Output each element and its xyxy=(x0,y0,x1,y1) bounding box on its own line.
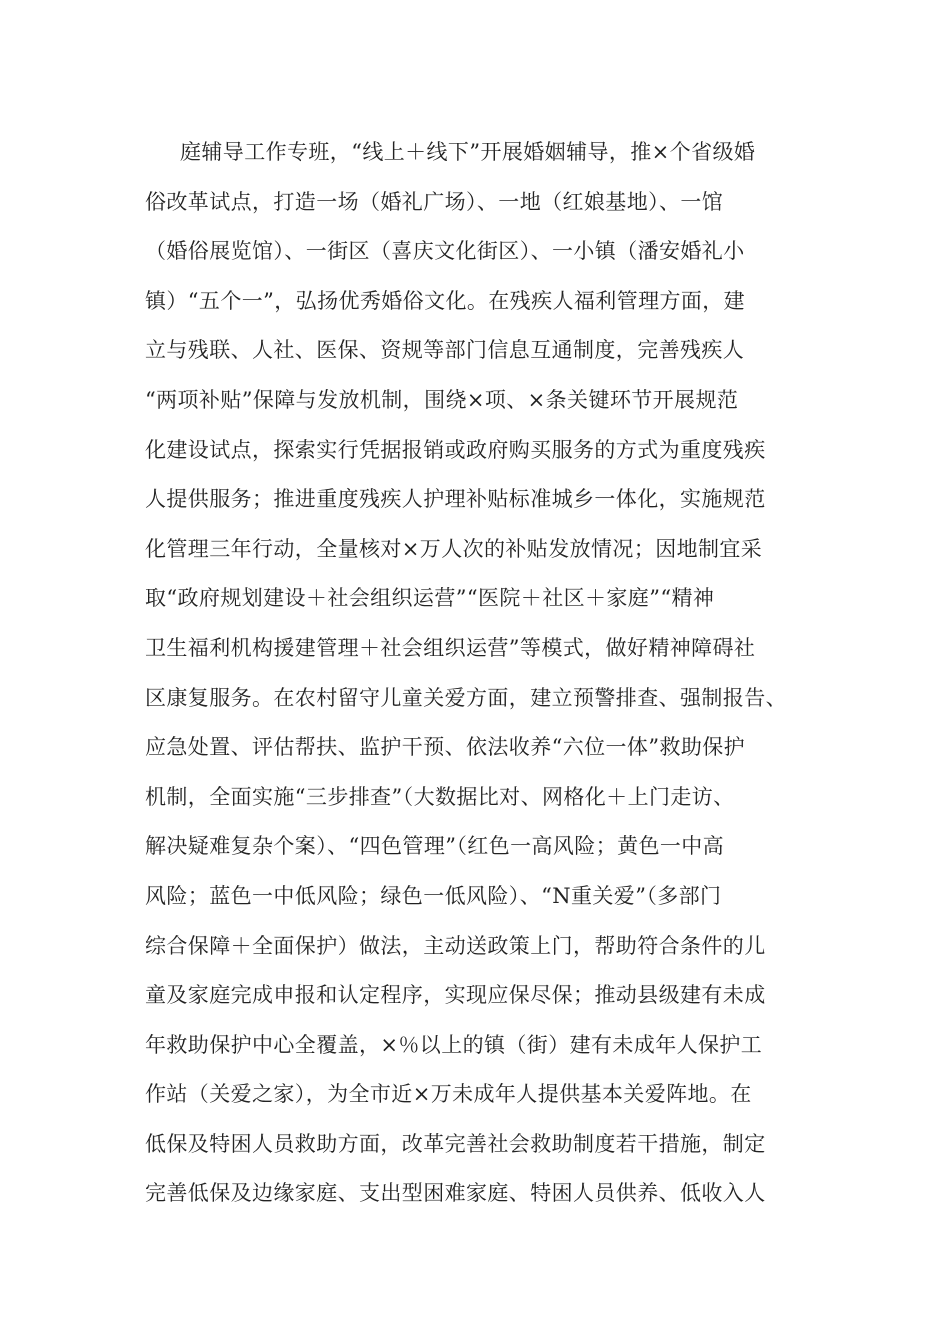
text-line: 应急处置、评估帮扶、监护干预、依法收养“六位一体”救助保护 xyxy=(145,735,746,760)
text-line: 化建设试点，探索实行凭据报销或政府购买服务的方式为重度残疾 xyxy=(145,437,766,462)
text-line: 童及家庭完成申报和认定程序，实现应保尽保；推动县级建有未成 xyxy=(145,983,766,1008)
text-line: 解决疑难复杂个案）、“四色管理”（红色一高风险；黄色一中高 xyxy=(145,834,725,859)
text-line: 人提供服务；推进重度残疾人护理补贴标准城乡一体化，实施规范 xyxy=(145,487,766,512)
text-line: （婚俗展览馆）、一街区（喜庆文化街区）、一小镇（潘安婚礼小 xyxy=(145,239,745,264)
text-line: 俗改革试点，打造一场（婚礼广场）、一地（红娘基地）、一馆 xyxy=(145,189,724,214)
text-line: 机制，全面实施“三步排查”（大数据比对、网格化＋上门走访、 xyxy=(145,784,735,809)
text-line: 完善低保及边缘家庭、支出型困难家庭、特困人员供养、低收入人 xyxy=(145,1181,766,1206)
text-line: 化管理三年行动，全量核对×万人次的补贴发放情况；因地制宜采 xyxy=(145,536,763,561)
text-line: 年救助保护中心全覆盖，×％以上的镇（街）建有未成年人保护工 xyxy=(145,1032,763,1057)
text-line: 综合保障＋全面保护）做法，主动送政策上门，帮助符合条件的儿 xyxy=(145,933,766,958)
text-line: “两项补贴”保障与发放机制，围绕×项、×条关键环节开展规范 xyxy=(145,387,739,412)
text-line: 低保及特困人员救助方面，改革完善社会救助制度若干措施，制定 xyxy=(145,1131,766,1156)
text-line: 区康复服务。在农村留守儿童关爱方面，建立预警排查、强制报告、 xyxy=(145,685,787,710)
text-line: 风险；蓝色一中低风险；绿色一低风险）、“N重关爱”（多部门 xyxy=(145,883,722,908)
text-line: 取“政府规划建设＋社会组织运营”“医院＋社区＋家庭”“精神 xyxy=(145,586,715,611)
body-paragraph xyxy=(145,128,825,1219)
text-line: 庭辅导工作专班，“线上＋线下”开展婚姻辅导，推×个省级婚 xyxy=(180,140,756,164)
text-line: 镇）“五个一”，弘扬优秀婚俗文化。在残疾人福利管理方面，建 xyxy=(145,288,746,313)
text-line: 卫生福利机构援建管理＋社会组织运营”等模式，做好精神障碍社 xyxy=(145,635,756,660)
text-line: 作站（关爱之家），为全市近×万未成年人提供基本关爱阵地。在 xyxy=(145,1082,752,1107)
text-line: 立与残联、人社、医保、资规等部门信息互通制度，完善残疾人 xyxy=(145,338,745,363)
